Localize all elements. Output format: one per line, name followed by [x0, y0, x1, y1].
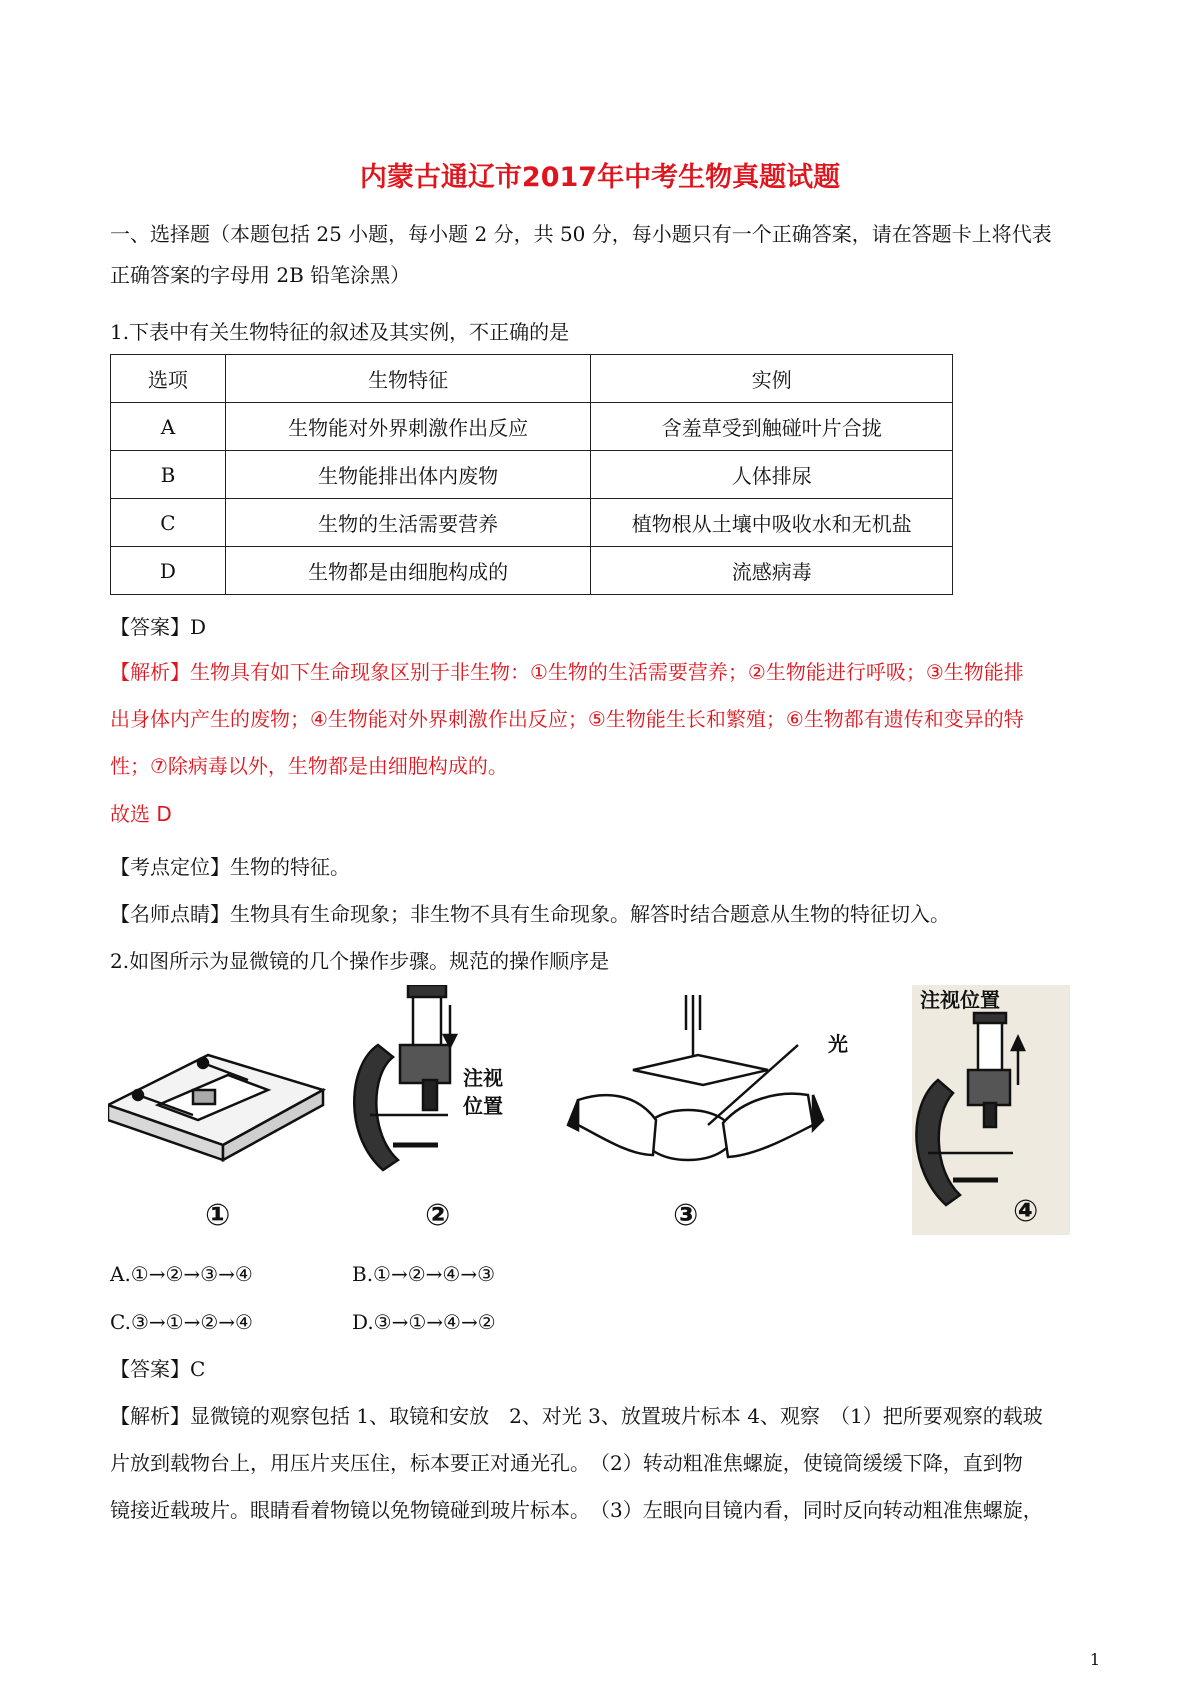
step-1-number: ①: [205, 1198, 231, 1233]
step-3-hands-mirror-icon: [568, 995, 823, 1160]
step-3-label-guang: 光: [828, 1032, 848, 1056]
step-3-number: ③: [673, 1198, 699, 1233]
table-cell: 生物的生活需要营养: [225, 499, 591, 547]
table-header-cell: 生物特征: [225, 355, 591, 403]
table-header-cell: 实例: [591, 355, 953, 403]
question-1-analysis-line1: 【解析】生物具有如下生命现象区别于非生物：①生物的生活需要营养；②生物能进行呼吸；③生物能排: [110, 660, 1024, 684]
question-2-analysis-line3: 镜接近载玻片。眼睛看着物镜以免物镜碰到玻片标本。 （3）左眼向目镜内看，同时反向转动粗准焦螺旋，: [110, 1498, 1043, 1522]
question-2-option-d: D.③→①→④→②: [352, 1310, 496, 1334]
step-2-microscope-icon: [354, 985, 456, 1170]
table-cell: 生物都是由细胞构成的: [225, 547, 591, 595]
table-cell: 生物能排出体内废物: [225, 451, 591, 499]
step-4-number: ④: [1013, 1194, 1039, 1229]
table-cell: 生物能对外界刺激作出反应: [225, 403, 591, 451]
step-1-stage-icon: [108, 1055, 323, 1160]
question-1-stem: 1.下表中有关生物特征的叙述及其实例，不正确的是: [110, 320, 570, 344]
table-row: [111, 403, 953, 451]
question-2-answer: 【答案】C: [110, 1357, 206, 1381]
table-row: [111, 499, 953, 547]
section-instructions-line2: 正确答案的字母用 2B 铅笔涂黑）: [110, 263, 411, 287]
question-1-mingshi: 【名师点睛】生物具有生命现象；非生物不具有生命现象。解答时结合题意从生物的特征切入。: [110, 902, 950, 926]
table-row: [111, 451, 953, 499]
question-2-option-c: C.③→①→②→④: [110, 1310, 253, 1334]
question-1-kaodian: 【考点定位】生物的特征。: [110, 855, 350, 879]
question-2-analysis-line1: 【解析】显微镜的观察包括 1、取镜和安放 2、对光 3、放置玻片标本 4、观察 （1）把所要观察的载玻: [110, 1404, 1043, 1428]
table-cell: 流感病毒: [591, 547, 953, 595]
page-number: 1: [1089, 1650, 1100, 1669]
step-2-number: ②: [425, 1198, 451, 1233]
question-2-analysis-line2: 片放到载物台上，用压片夹压住，标本要正对通光孔。 （2）转动粗准焦螺旋，使镜筒缓缓下降，直到物: [110, 1451, 1023, 1475]
table-cell: C: [111, 499, 226, 547]
question-1-analysis-line3: 性；⑦除病毒以外，生物都是由细胞构成的。: [110, 754, 508, 778]
table-cell: 含羞草受到触碰叶片合拢: [591, 403, 953, 451]
table-header-row: [111, 355, 953, 403]
table-row: [111, 547, 953, 595]
table-cell: 植物根从土壤中吸收水和无机盐: [591, 499, 953, 547]
step-2-label-zhushi: 注视: [463, 1066, 503, 1090]
question-2-stem: 2.如图所示为显微镜的几个操作步骤。规范的操作顺序是: [110, 949, 610, 973]
question-1-answer: 【答案】D: [110, 615, 207, 639]
table-cell: 人体排尿: [591, 451, 953, 499]
microscope-steps-figure: [108, 985, 1070, 1245]
question-1-table: [110, 354, 953, 595]
question-2-option-a: A.①→②→③→④: [110, 1262, 253, 1286]
table-cell: D: [111, 547, 226, 595]
question-1-choice: 故选 D: [110, 802, 172, 826]
section-instructions-line1: 一、选择题（本题包括 25 小题，每小题 2 分，共 50 分，每小题只有一个正确答案，请在答题卡上将代表: [110, 222, 1052, 246]
question-1-analysis-line2: 出身体内产生的废物；④生物能对外界刺激作出反应；⑤生物能生长和繁殖；⑥生物都有遗传和变异的特: [110, 707, 1024, 731]
step-4-label-zhushi-weizhi: 注视位置: [920, 988, 1000, 1012]
table-cell: B: [111, 451, 226, 499]
step-2-label-weizhi: 位置: [463, 1094, 503, 1118]
question-2-option-b: B.①→②→④→③: [352, 1262, 496, 1286]
page-title: 内蒙古通辽市2017年中考生物真题试题: [359, 162, 841, 193]
table-header-cell: 选项: [111, 355, 226, 403]
table-cell: A: [111, 403, 226, 451]
